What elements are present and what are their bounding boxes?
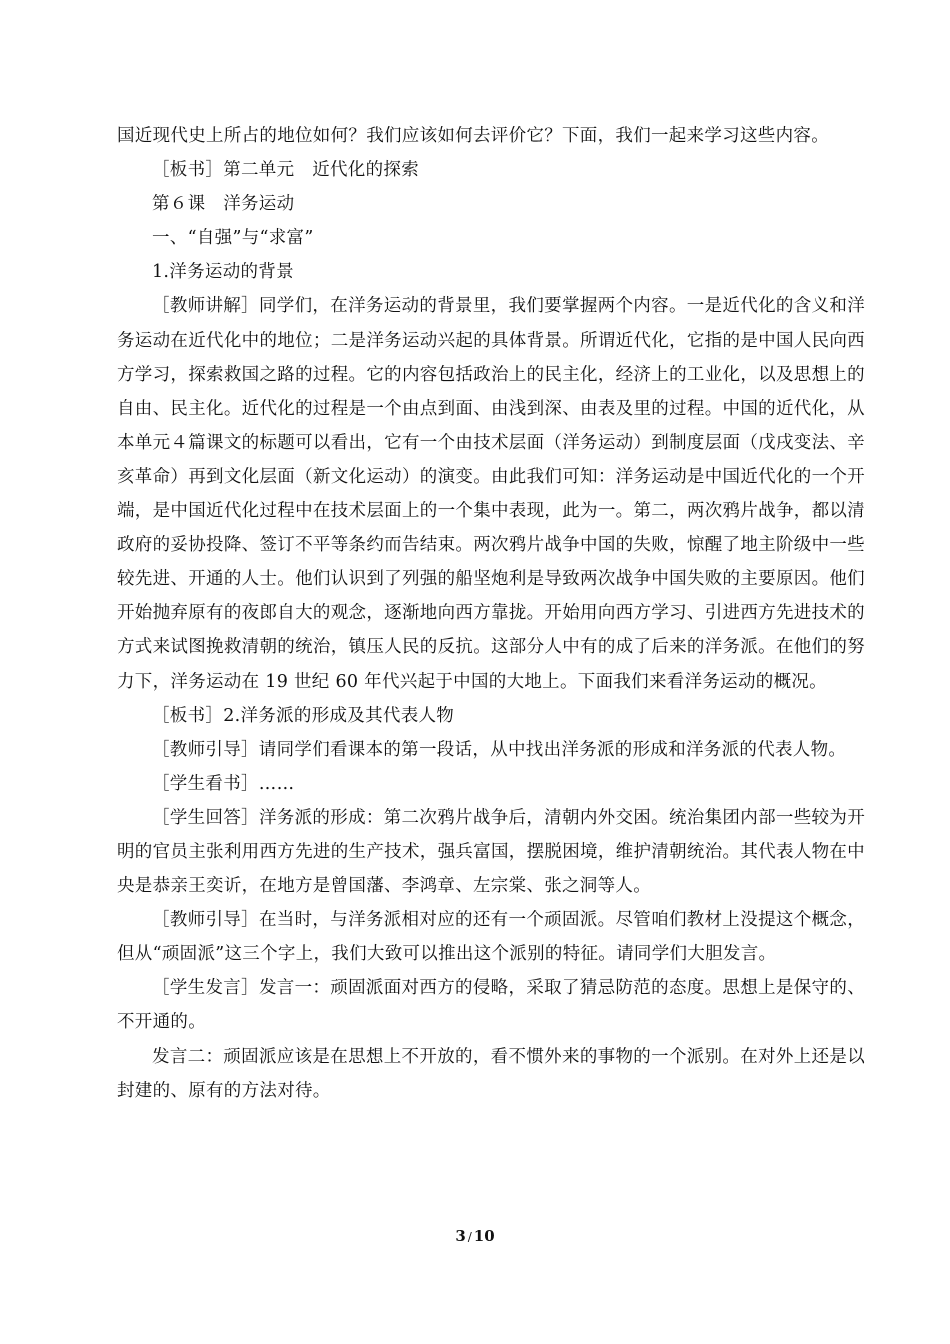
student-answer-paragraph: ［学生回答］洋务派的形成：第二次鸦片战争后，清朝内外交困。统治集团内部一些较为开明的官员主张利用西方先进的生产技术，强兵富国，摆脱困境，维护清朝统治。其代表人物在中央是恭亲王奕䜣，在地方是曾国藩、李鸿章、左宗棠、张之洞等人。 <box>117 807 865 897</box>
student-speech-paragraph-2: 发言二：顽固派应该是在思想上不开放的，看不惯外来的事物的一个派别。在对外上还是以封建的、原有的方法对待。 <box>117 1046 865 1101</box>
page-total: 10 <box>473 1227 495 1245</box>
document-body <box>117 119 865 1108</box>
page-current: 3 <box>455 1227 466 1245</box>
lesson-title: 第６课 洋务运动 <box>152 194 295 215</box>
student-reading-paragraph: ［学生看书］…… <box>152 773 295 794</box>
page-number <box>0 1226 950 1247</box>
paragraph-continuation: 国近现代史上所占的地位如何？我们应该如何去评价它？下面，我们一起来学习这些内容。 <box>117 126 829 146</box>
subsection-heading-background: 1.洋务运动的背景 <box>152 262 294 283</box>
teacher-guidance-paragraph-2: ［教师引导］在当时，与洋务派相对应的还有一个顽固派。尽管咱们教材上没提这个概念，但从“顽固派”这三个字上，我们大致可以推出这个派别的特征。请同学们大胆发言。 <box>117 910 865 965</box>
page-separator: / <box>467 1230 472 1244</box>
student-speech-paragraph: ［学生发言］发言一：顽固派面对西方的侵略，采取了猜忌防范的态度。思想上是保守的、不开通的。 <box>117 978 865 1033</box>
teacher-guidance-paragraph: ［教师引导］请同学们看课本的第一段话，从中找出洋务派的形成和洋务派的代表人物。 <box>152 739 847 760</box>
board-note-unit: ［板书］第二单元 近代化的探索 <box>152 160 419 181</box>
teacher-explanation-paragraph: ［教师讲解］同学们，在洋务运动的背景里，我们要掌握两个内容。一是近代化的含义和洋务运动在近代化中的地位；二是洋务运动兴起的具体背景。所谓近代化，它指的是中国人民向西方学习，探索救国之路的过程。它的内容包括政治上的民主化，经济上的工业化，以及思想上的自由、民主化。近代化的过程是一个由点到面、由浅到深、由表及里的过程。中国的近代化，从本单元４篇课文的标题可以看出，它有一个由技术层面（洋务运动）到制度层面（戊戌变法、辛亥革命）再到文化层面（新文化运动）的演变。由此我们可知：洋务运动是中国近代化的一个开端，是中国近代化过程中在技术层面上的一个集中表现，此为一。第二，两次鸦片战争，都以清政府的妥协投降、签订不平等条约而告结束。两次鸦片战争中国的失败，惊醒了地主阶级中一些较先进、开通的人士。他们认识到了列强的船坚炮利是导致两次战争中国失败的主要原因。他们开始抛弃原有的夜郎自大的观念，逐渐地向西方靠拢。开始用向西方学习、引进西方先进技术的方式来试图挽救清朝的统治，镇压人民的反抗。这部分人中有的成了后来的洋务派。在他们的努力下，洋务运动在 19 世纪 60 年代兴起于中国的大地上。下面我们来看洋务运动的概况。 <box>117 296 865 692</box>
section-heading: 一、“自强”与“求富” <box>152 228 314 249</box>
board-note-subsection: ［板书］2.洋务派的形成及其代表人物 <box>152 705 455 726</box>
